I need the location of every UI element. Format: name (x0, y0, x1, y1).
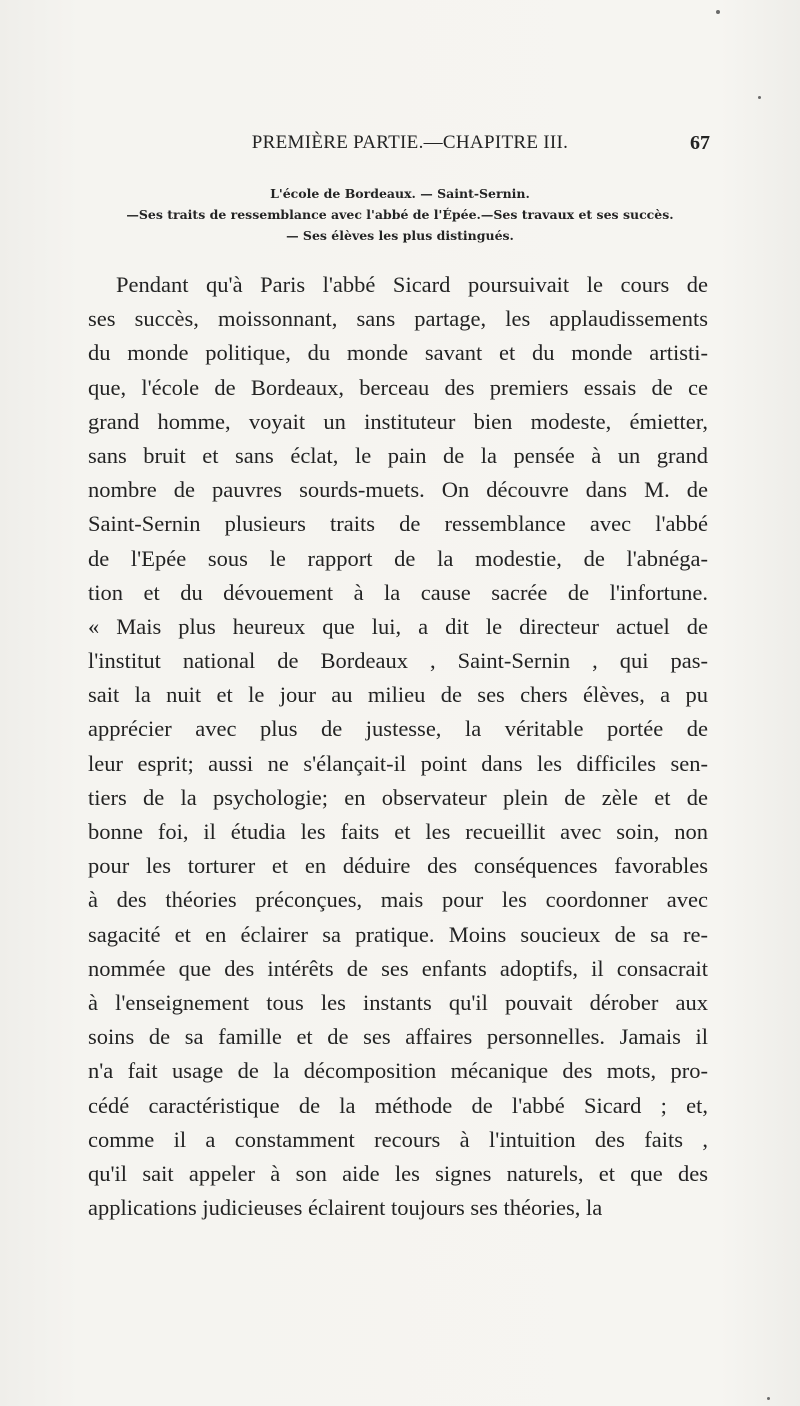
paper-speck (767, 1397, 770, 1400)
running-head (110, 130, 710, 158)
chapter-summary (88, 183, 712, 246)
text-line: nombre de pauvres sourds-muets. On découvre dans M. de (88, 477, 708, 503)
text-line: bonne foi, il étudia les faits et les recueillit avec soin, non (88, 819, 708, 844)
text-line: nommée que des intérêts de ses enfants adoptifs, il consacrait (88, 955, 708, 981)
text-line: ses succès, moissonnant, sans partage, les applaudissements (88, 306, 708, 332)
text-line: sagacité et en éclairer sa pratique. Moins soucieux de sa re- (88, 921, 708, 947)
text-line: n'a fait usage de la décomposition mécanique des mots, pro- (88, 1058, 708, 1084)
text-line: sans bruit et sans éclat, le pain de la pensée à un grand (88, 442, 708, 468)
summary-line: — Ses élèves les plus distingués. (286, 228, 514, 243)
text-line: cédé caractéristique de la méthode de l'abbé Sicard ; et, (88, 1092, 708, 1118)
body-paragraph (88, 268, 708, 1225)
summary-line: L'école de Bordeaux. — Saint-Sernin. (270, 186, 530, 201)
paper-speck (716, 10, 720, 14)
text-line: grand homme, voyait un instituteur bien modeste, émietter, (88, 408, 708, 434)
text-line: Saint-Sernin plusieurs traits de ressemblance avec l'abbé (88, 511, 708, 537)
text-line: à l'enseignement tous les instants qu'il pouvait dérober aux (88, 989, 708, 1015)
text-line: tiers de la psychologie; en observateur plein de zèle et de (88, 784, 708, 810)
text-line: soins de sa famille et de ses affaires personnelles. Jamais il (88, 1024, 708, 1050)
text-line: comme il a constamment recours à l'intuition des faits , (88, 1126, 708, 1152)
text-line: pour les torturer et en déduire des conséquences favorables (88, 853, 708, 879)
text-line: l'institut national de Bordeaux , Saint-Sernin , qui pas- (88, 648, 708, 674)
text-line: que, l'école de Bordeaux, berceau des premiers essais de ce (88, 374, 708, 400)
text-line: applications judicieuses éclairent toujours ses théories, la (88, 1195, 603, 1221)
text-line: apprécier avec plus de justesse, la véritable portée de (88, 716, 708, 742)
text-line: « Mais plus heureux que lui, a dit le directeur actuel de (88, 613, 708, 639)
text-line: de l'Epée sous le rapport de la modestie, de l'abnéga- (88, 545, 708, 571)
page-number: 67 (690, 132, 710, 154)
text-line: Pendant qu'à Paris l'abbé Sicard poursuivait le cours de (116, 272, 708, 297)
text-line: à des théories préconçues, mais pour les coordonner avec (88, 887, 708, 913)
text-line: leur esprit; aussi ne s'élançait-il point dans les difficiles sen- (88, 750, 708, 776)
text-line: sait la nuit et le jour au milieu de ses chers élèves, a pu (88, 682, 708, 708)
paper-speck (758, 96, 761, 99)
summary-line: —Ses traits de ressemblance avec l'abbé de l'Épée.—Ses travaux et ses succès. (126, 207, 674, 222)
text-line: tion et du dévouement à la cause sacrée de l'infortune. (88, 579, 708, 605)
running-title: PREMIÈRE PARTIE.—CHAPITRE III. (251, 132, 569, 153)
text-line: qu'il sait appeler à son aide les signes naturels, et que des (88, 1160, 708, 1186)
text-line: du monde politique, du monde savant et du monde artisti- (88, 340, 708, 366)
